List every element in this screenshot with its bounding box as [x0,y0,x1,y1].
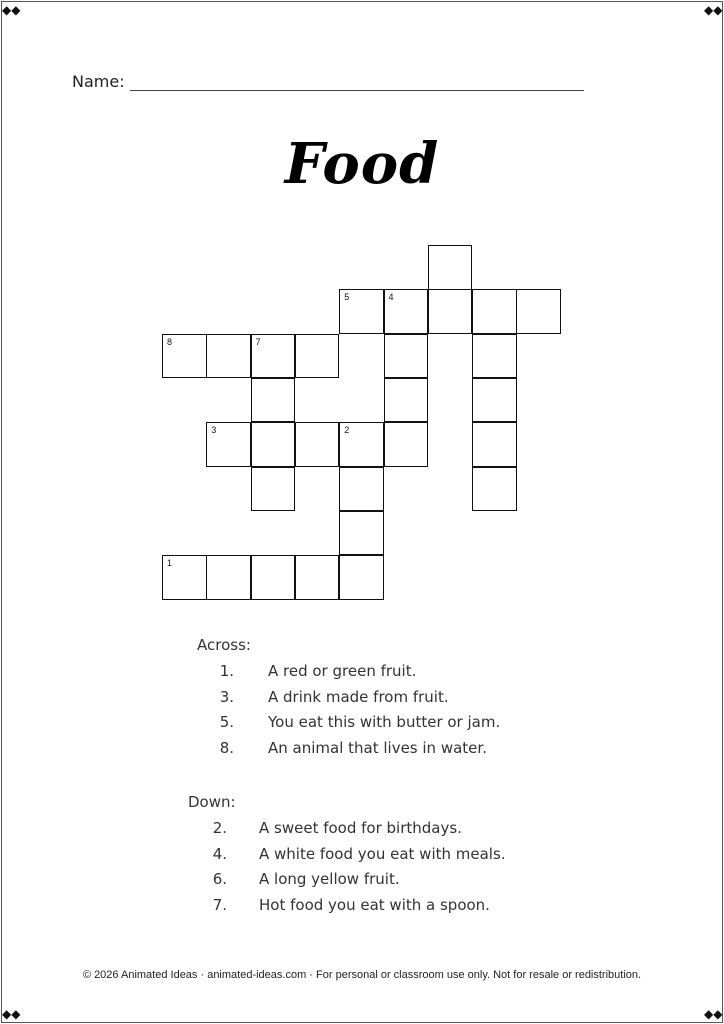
corner-ornament-bottom-left: ◆◆ [2,1007,21,1021]
down-heading: Down: [188,793,236,811]
grid-cell[interactable] [384,289,429,334]
clue-text: You eat this with butter or jam. [268,713,501,731]
clue-number: 7. [212,896,227,915]
grid-cell[interactable] [339,511,384,556]
clue-number: 2. [212,819,227,837]
grid-cell[interactable] [295,422,340,467]
grid-cell[interactable] [339,467,384,512]
clue-text: An animal that lives in water. [268,738,487,757]
corner-ornament-bottom-right: ◆◆ [704,1007,723,1021]
page-title: Food [284,131,440,197]
grid-cell[interactable] [251,555,296,600]
grid-cell[interactable] [206,422,251,467]
grid-cell[interactable] [472,289,517,334]
grid-cell[interactable] [516,289,561,334]
clue-number: 4. [212,844,227,863]
grid-cell[interactable] [162,334,207,379]
grid-cell-number: 1 [167,558,173,569]
clue-text: A white food you eat with meals. [259,844,506,863]
clue-number: 6. [212,870,227,889]
grid-cell-number: 3 [211,425,217,436]
grid-cell[interactable] [251,334,296,379]
grid-cell-number: 5 [344,292,350,303]
grid-cell[interactable] [251,378,296,423]
grid-cell[interactable] [339,289,384,334]
grid-cell[interactable] [472,422,517,467]
grid-cell[interactable] [339,422,384,467]
grid-cell[interactable] [428,289,473,334]
grid-cell[interactable] [384,334,429,379]
clue-text: A red or green fruit. [268,662,417,680]
clue-number: 8. [219,738,234,757]
corner-ornament-top-right: ◆◆ [704,3,723,17]
corner-ornament-top-left: ◆◆ [2,3,21,17]
grid-cell-number: 8 [167,336,173,347]
clue-number: 1. [219,662,234,680]
grid-cell[interactable] [206,334,251,379]
grid-cell[interactable] [295,555,340,600]
across-heading: Across: [197,636,251,654]
grid-cell[interactable] [384,422,429,467]
grid-cell[interactable] [251,467,296,512]
grid-cell[interactable] [339,555,384,600]
clue-text: A long yellow fruit. [259,870,400,889]
clue-text: A sweet food for birthdays. [259,819,462,837]
name-input-line[interactable] [130,90,584,91]
grid-cell[interactable] [162,555,207,600]
clue-text: A drink made from fruit. [268,687,449,706]
grid-cell-number: 7 [255,336,261,347]
grid-cell[interactable] [472,334,517,379]
grid-cell[interactable] [295,334,340,379]
grid-cell[interactable] [428,245,473,290]
copyright-footer: © 2026 Animated Ideas · animated-ideas.com · For personal or classroom use only. Not for resale or redistribution. [82,969,642,981]
clue-number: 3. [219,687,234,706]
grid-cell-number: 4 [388,292,394,303]
clue-number: 5. [219,713,234,731]
grid-cell[interactable] [206,555,251,600]
grid-cell-number: 2 [344,425,350,436]
grid-cell[interactable] [384,378,429,423]
grid-cell[interactable] [251,422,296,467]
name-label: Name: [72,72,125,91]
grid-cell[interactable] [472,467,517,512]
grid-cell[interactable] [472,378,517,423]
clue-text: Hot food you eat with a spoon. [259,896,490,915]
